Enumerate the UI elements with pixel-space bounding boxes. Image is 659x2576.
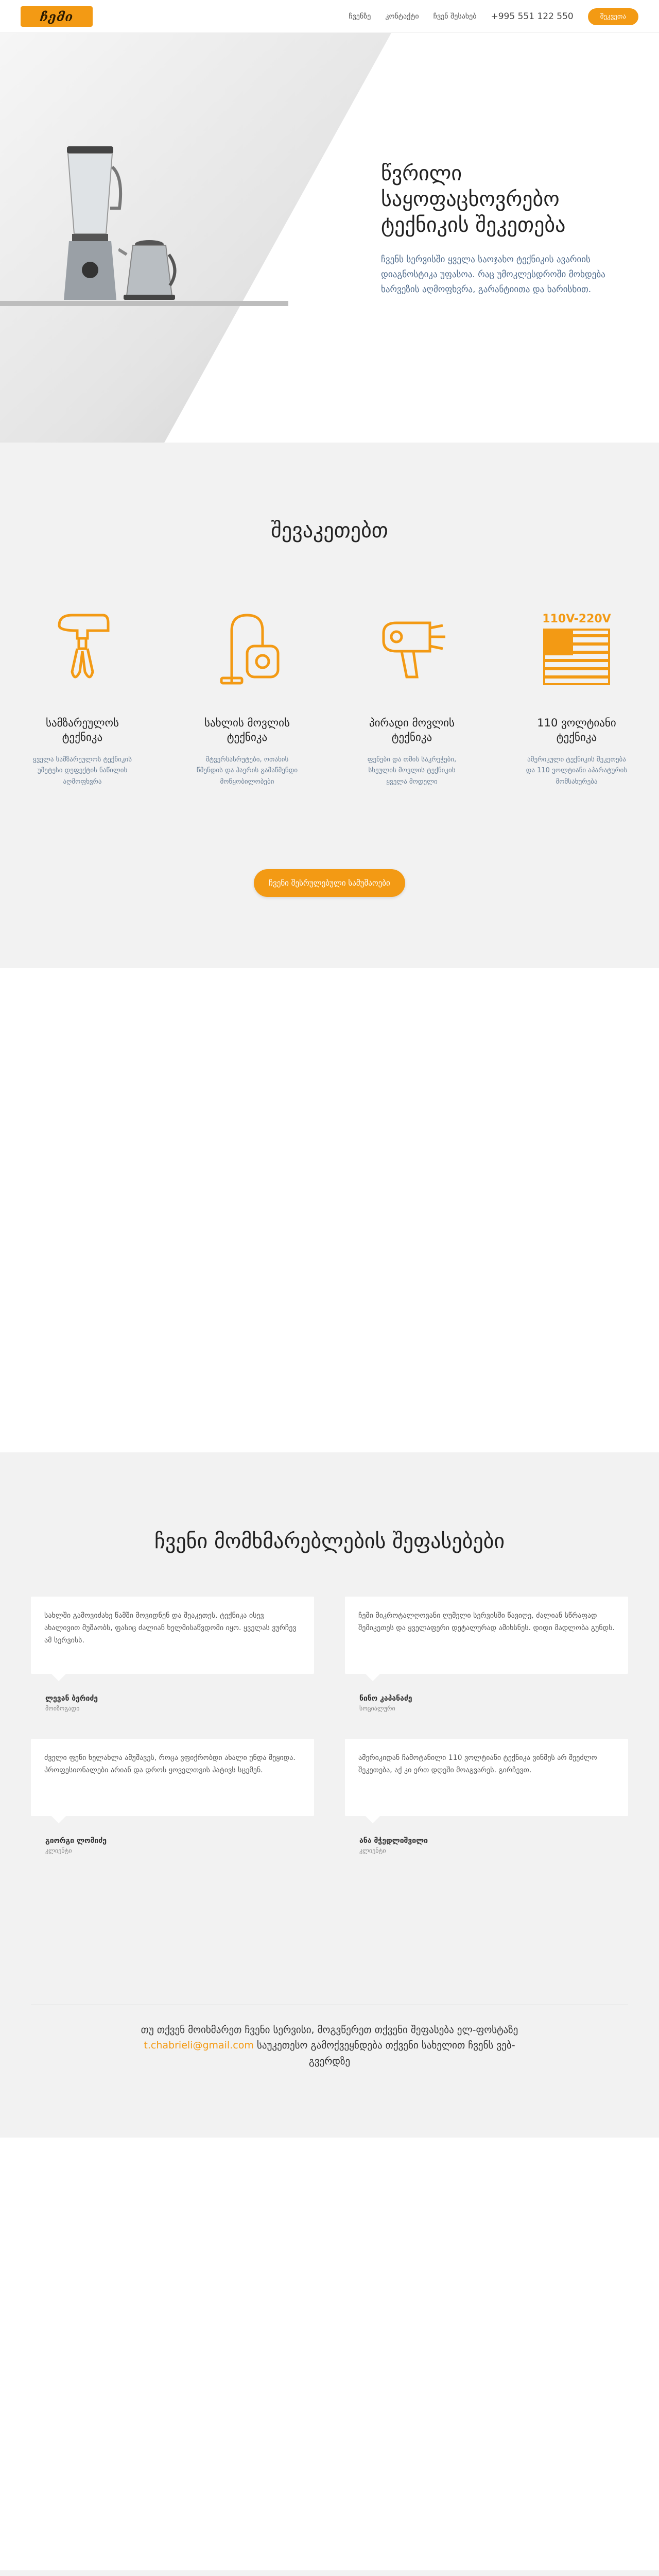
review-item xyxy=(31,1597,314,1712)
review-item xyxy=(31,1739,314,1854)
blender-illustration xyxy=(57,146,124,301)
logo-text: ჩემი xyxy=(40,9,74,24)
service-card xyxy=(196,607,299,787)
reviewer-name: ანა მჭედლიშვილი xyxy=(359,1837,428,1845)
service-title: პირადი მოვლის ტექნიკა xyxy=(369,717,455,744)
hero-title: წვრილი საყოფაცხოვრებო ტექნიკის შეკეთება xyxy=(381,162,566,237)
service-description: ფენები და თმის საკრეჭები, სხეულის მოვლის ტექნიკის ყველა მოდელი xyxy=(367,755,457,786)
faq-section xyxy=(0,2570,659,2576)
service-title: 110 ვოლტიანი ტექნიკა xyxy=(537,717,616,744)
kettle-illustration xyxy=(118,234,180,301)
hero-text xyxy=(381,161,618,297)
hero-description: ჩვენს სერვისში ყველა საოჯახო ტექნიკის ავარიის დიაგნოსტიკა უფასოა. რაც უმოკლესდროში მოხდება ხარვეზის აღმოფხვრა, გარანტიითა და ხარისხით. xyxy=(381,255,605,295)
review-text: ძველი ფენი ხელახლა ამუშავეს, როცა ვფიქრობდი ახალი უნდა მეყიდა. პროფესიონალები არიან და დროს ყოველთვის პატივს სცემენ. xyxy=(31,1739,314,1816)
review-item xyxy=(345,1739,628,1854)
main-nav xyxy=(349,0,638,33)
service-description: ყველა სამზარეულოს ტექნიკის უმეტესი დეფექტის ნაწილის აღმოფხვრა xyxy=(32,755,132,786)
reviews-title: ჩვენი მომხმარებლების შეფასებები xyxy=(154,1530,505,1553)
empty-section xyxy=(0,2138,659,2570)
review-invite-text-2: საუკეთესო გამოქვეყნდება თქვენი სახელით ჩვენს ვებ-გვერდზე xyxy=(256,2040,515,2067)
vacuum-cleaner-icon xyxy=(211,610,283,687)
phone-number[interactable]: +995 551 122 550 xyxy=(491,11,574,22)
review-text: ამერიკიდან ჩამოტანილი 110 ვოლტიანი ტექნიკა ვინმეს არ შეეძლო შეკეთება, აქ კი ერთ დღეში მოაგვარეს. გირჩევთ. xyxy=(345,1739,628,1816)
reviewer-role: კლიენტი xyxy=(45,1847,72,1854)
reviewer-name: ლევან ბერიძე xyxy=(45,1694,98,1703)
review-text: სახლში გამოვიძახე წამში მოვიდნენ და შეაკეთეს. ტექნიკა ისევ ახალივით მუშაობს, ფასიც ძალიან ხელმისაწვდომი იყო. ყველას ვურჩევ ამ სერვისს. xyxy=(31,1597,314,1674)
reviewer-role: კლიენტი xyxy=(359,1847,386,1854)
service-description: ამერიკული ტექნიკის შეკეთება და 110 ვოლტიანი აპარატურის მომსახურება xyxy=(526,755,628,786)
hero-section xyxy=(0,33,659,443)
faq-title xyxy=(0,2570,659,2576)
nav-link-contact[interactable]: კონტაქტი xyxy=(385,12,419,21)
reviewer-role: მოიზოგადი xyxy=(45,1705,80,1712)
service-card xyxy=(31,607,134,787)
review-invite-text: თუ თქვენ მოიხმარეთ ჩვენი სერვისი, მოგვწერეთ თქვენი შეფასება ელ-ფოსტაზე xyxy=(141,2024,518,2036)
order-button[interactable]: შეკვეთა xyxy=(588,8,638,25)
site-header xyxy=(0,0,659,33)
services-title: შევაკეთებთ xyxy=(271,519,388,543)
service-description: მტვერსასრუტები, ოთახის წმენდის და ჰაერის გამაწმენდი მოწყობილობები xyxy=(196,755,298,786)
review-invite xyxy=(124,2022,535,2069)
review-item xyxy=(345,1597,628,1712)
portfolio-button[interactable]: ჩვენი შესრულებული სამუშაოები xyxy=(254,869,405,897)
hair-dryer-icon xyxy=(373,610,450,687)
service-card xyxy=(525,607,628,787)
nav-link-about[interactable]: ჩვენ შესახებ xyxy=(433,12,477,21)
review-text: ჩემი მიკროტალღოვანი ღუმელი სერვისში წავიღე, ძალიან სწრაფად შემიკეთეს და ყველაფერი დეტალურად ამიხსნეს. დიდი მადლობა გუნდს. xyxy=(345,1597,628,1674)
nav-link-home[interactable]: ჩვენზე xyxy=(349,12,371,21)
empty-section xyxy=(0,968,659,1452)
services-section xyxy=(0,443,659,968)
service-title: სახლის მოვლის ტექნიკა xyxy=(204,717,290,744)
service-card xyxy=(360,607,463,787)
hand-mixer-icon xyxy=(49,610,116,687)
reviews-list xyxy=(31,1597,628,1854)
american-flag-icon xyxy=(543,629,610,685)
email-link[interactable]: t.chabrieli@gmail.com xyxy=(144,2040,254,2052)
logo[interactable] xyxy=(21,6,93,27)
services-list xyxy=(31,607,628,787)
reviewer-role: სოციალური xyxy=(359,1705,395,1712)
reviews-section xyxy=(0,1452,659,2138)
reviewer-name: გიორგი ლომიძე xyxy=(45,1837,107,1845)
reviewer-name: ნინო კაპანაძე xyxy=(359,1694,412,1703)
voltage-label: 110V-220V xyxy=(542,612,611,625)
hero-shelf xyxy=(0,301,288,306)
service-title: სამზარეულოს ტექნიკა xyxy=(46,717,119,744)
